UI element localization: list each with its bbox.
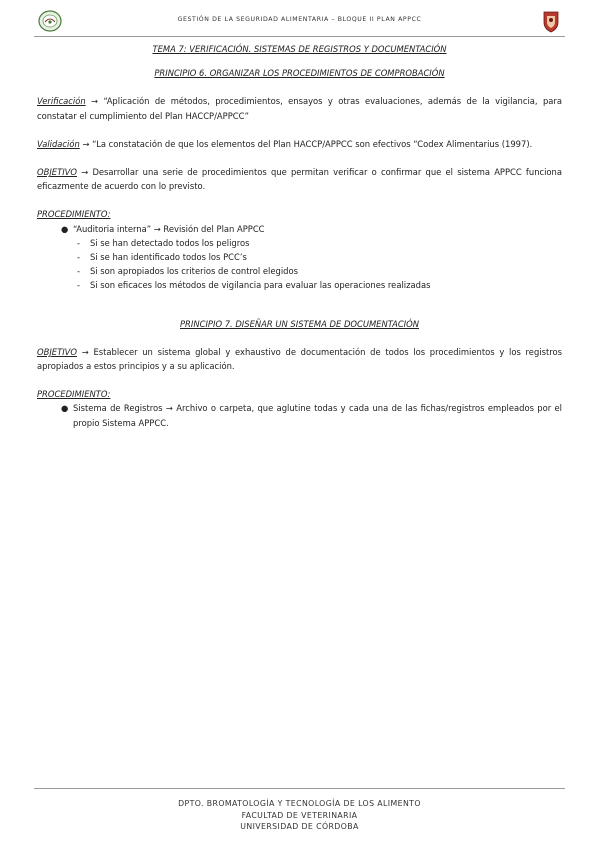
footer-department: DPTO. BROMATOLOGÍA Y TECNOLOGÍA DE LOS ALIMENTO <box>178 799 421 808</box>
verificacion-text: → “Aplicación de métodos, procedimientos, ensayos y otras evaluaciones, además de la vigilancia, para constatar el cumplimiento del Plan HACCP/APPCC” <box>37 96 562 121</box>
validacion-text: → “La constatación de que los elementos del Plan HACCP/APPCC son efectivos “Codex Alimentarius (1997). <box>79 138 533 149</box>
verificacion-paragraph <box>37 94 562 122</box>
list-item <box>37 401 562 429</box>
dash-icon: - <box>77 252 81 263</box>
page-footer <box>34 788 565 833</box>
document-body <box>37 40 562 430</box>
list-item: - Si se han identificado todos los PCC’s <box>37 250 562 264</box>
principio7-heading: PRINCIPIO 7. DISEÑAR UN SISTEMA DE DOCUMENTACIÓN <box>180 318 419 329</box>
objetivo7-paragraph <box>37 345 562 373</box>
bullet-text: Sistema de Registros → Archivo o carpeta, que aglutine todas y cada una de las fichas/registros empleados por el propio Sistema APPCC. <box>73 403 562 428</box>
list-item: - Si se han detectado todos los peligros <box>37 236 562 250</box>
bullet-text: “Auditoria interna” → Revisión del Plan APPCC <box>73 223 265 234</box>
list-item <box>37 222 562 236</box>
footer-faculty: FACULTAD DE VETERINARIA <box>241 810 358 820</box>
validacion-label: Validación <box>37 138 80 149</box>
faculty-crest-icon <box>541 9 561 33</box>
objetivo7-label: OBJETIVO <box>37 346 78 357</box>
procedimiento7-label: PROCEDIMIENTO: <box>37 389 111 400</box>
dash-icon: - <box>77 266 81 277</box>
page-header <box>34 8 565 37</box>
dash-icon: - <box>77 237 81 248</box>
bullet-icon: ● <box>61 403 69 414</box>
objetivo6-label: OBJETIVO <box>37 167 78 178</box>
footer-university: UNIVERSIDAD DE CÓRDOBA <box>240 822 359 831</box>
tema-title: TEMA 7: VERIFICACIÓN. SISTEMAS DE REGISTROS Y DOCUMENTACIÓN <box>152 44 447 54</box>
bullet-icon: ● <box>61 223 69 234</box>
objetivo6-text: → Desarrollar una serie de procedimientos que permitan verificar o confirmar que el sistema APPCC funciona eficazmente de acuerdo con lo previsto. <box>37 167 562 192</box>
objetivo6-paragraph <box>37 165 562 193</box>
procedimiento7-list <box>37 401 562 429</box>
dash-icon: - <box>77 280 81 291</box>
list-item: - Si son apropiados los criterios de control elegidos <box>37 264 562 278</box>
procedimiento6-list <box>37 222 562 293</box>
verificacion-label: Verificación <box>37 96 86 107</box>
list-item: - Si son eficaces los métodos de vigilancia para evaluar las operaciones realizadas <box>37 278 562 292</box>
header-title: GESTIÓN DE LA SEGURIDAD ALIMENTARIA – BLOQUE II PLAN APPCC <box>177 16 422 23</box>
objetivo7-text: → Establecer un sistema global y exhaustivo de documentación de todos los procedimientos y los registros apropiados a estos principios y a su aplicación. <box>37 346 562 372</box>
procedimiento6-label: PROCEDIMIENTO: <box>37 209 111 220</box>
validacion-paragraph <box>37 137 562 151</box>
principio6-heading: PRINCIPIO 6. ORGANIZAR LOS PROCEDIMIENTOS DE COMPROBACIÓN <box>154 68 445 79</box>
